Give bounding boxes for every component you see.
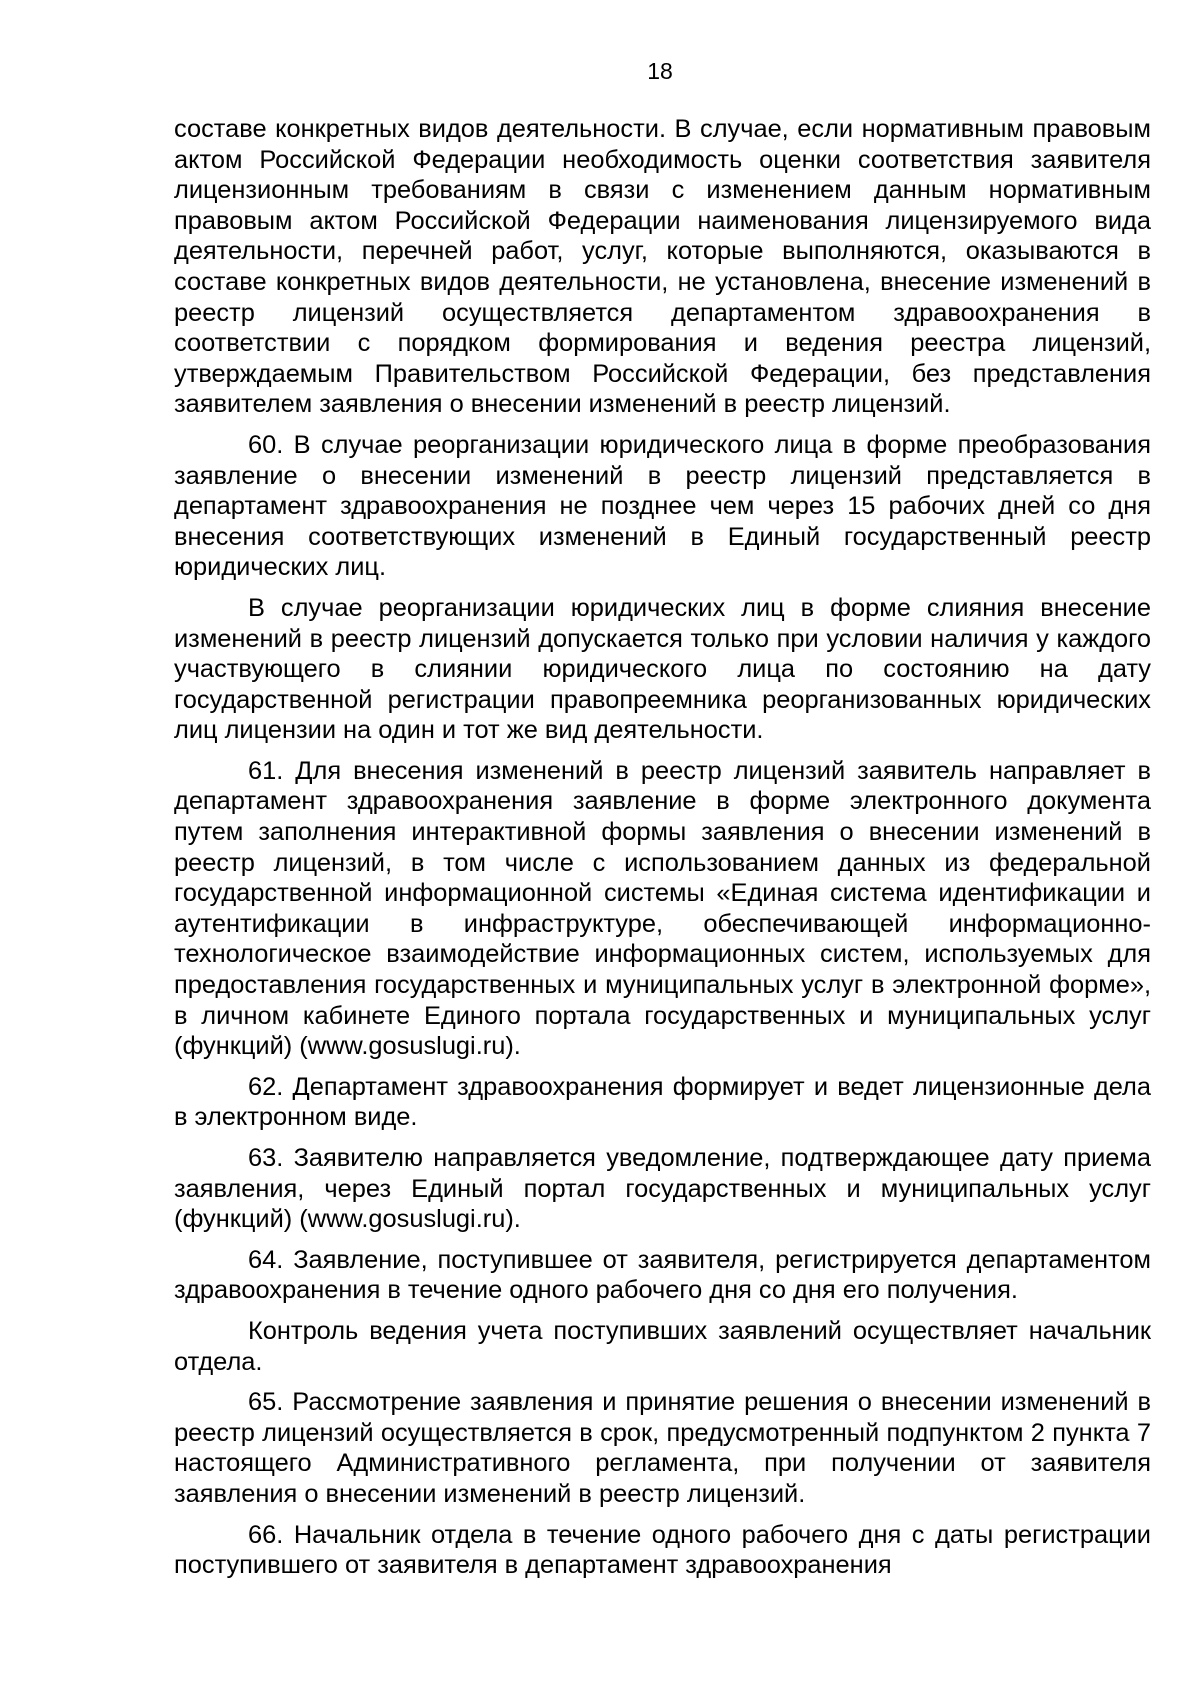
paragraph-61: 61. Для внесения изменений в реестр лицензий заявитель направляет в департамент здравоохранения заявление в форме электронного документа путем заполнения интерактивной формы заявления о внесении изменений в реестр лицензий, в том числе с использованием данных из федеральной государственной информационной системы «Единая система идентификации и аутентификации в инфраструктуре, обеспечивающей информационно-технологическое взаимодействие информационных систем, используемых для предоставления государственных и муниципальных услуг в электронной форме», в личном кабинете Единого портала государственных и муниципальных услуг (функций) (www.gosuslugi.ru). xyxy=(174,756,1151,1061)
paragraph-65: 65. Рассмотрение заявления и принятие решения о внесении изменений в реестр лицензий осуществляется в срок, предусмотренный подпунктом 2 пункта 7 настоящего Административного регламента, при получении от заявителя заявления о внесении изменений в реестр лицензий. xyxy=(174,1388,1151,1508)
paragraph-62: 62. Департамент здравоохранения формирует и ведет лицензионные дела в электронном виде. xyxy=(174,1072,1151,1132)
paragraph-64-control: Контроль ведения учета поступивших заявлений осуществляет начальник отдела. xyxy=(174,1316,1151,1376)
paragraph-60-merger: В случае реорганизации юридических лиц в форме слияния внесение изменений в реестр лицензий допускается только при условии наличия у каждого участвующего в слиянии юридического лица по состоянию на дату государственной регистрации правопреемника реорганизованных юридических лиц лицензии на один и тот же вид деятельности. xyxy=(174,593,1151,745)
paragraph-60: 60. В случае реорганизации юридического лица в форме преобразования заявление о внесении изменений в реестр лицензий представляется в департамент здравоохранения не позднее чем через 15 рабочих дней со дня внесения соответствующих изменений в Единый государственный реестр юридических лиц. xyxy=(174,430,1151,582)
paragraph-continuation: составе конкретных видов деятельности. В случае, если нормативным правовым актом Российской Федерации необходимость оценки соответствия заявителя лицензионным требованиям в связи с изменением данным нормативным правовым актом Российской Федерации наименования лицензируемого вида деятельности, перечней работ, услуг, которые выполняются, оказываются в составе конкретных видов деятельности, не установлена, внесение изменений в реестр лицензий осуществляется департаментом здравоохранения в соответствии с порядком формирования и ведения реестра лицензий, утверждаемым Правительством Российской Федерации, без представления заявителем заявления о внесении изменений в реестр лицензий. xyxy=(174,115,1151,419)
paragraph-66: 66. Начальник отдела в течение одного рабочего дня с даты регистрации поступившего от заявителя в департамент здравоохранения xyxy=(174,1520,1151,1580)
paragraph-63: 63. Заявителю направляется уведомление, подтверждающее дату приема заявления, через Единый портал государственных и муниципальных услуг (функций) (www.gosuslugi.ru). xyxy=(174,1144,1151,1234)
page-number: 18 xyxy=(647,58,673,84)
paragraph-64: 64. Заявление, поступившее от заявителя, регистрируется департаментом здравоохранения в течение одного рабочего дня со дня его получения. xyxy=(174,1245,1151,1305)
document-body xyxy=(174,114,1151,1591)
